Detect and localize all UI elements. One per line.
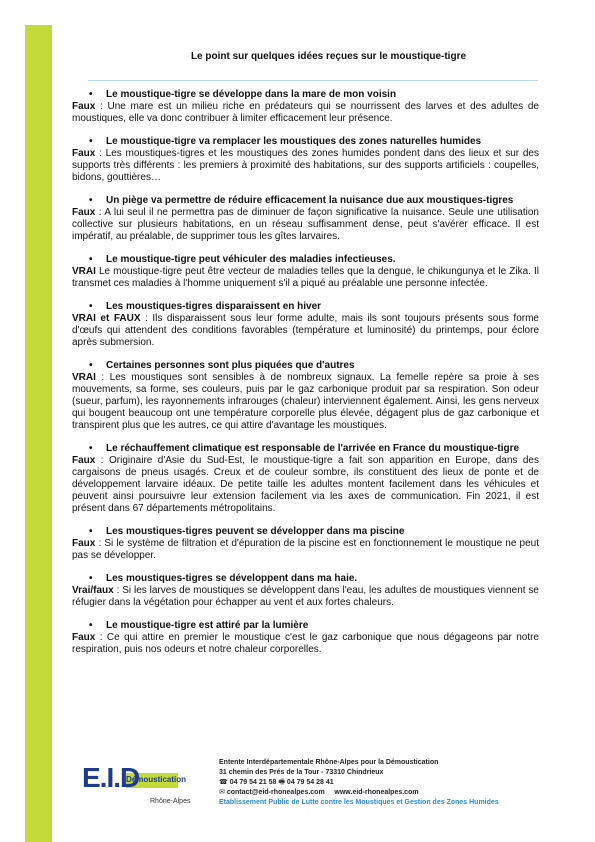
myth-item <box>72 89 539 125</box>
bullet-icon: • <box>89 526 93 537</box>
answer-text: Le moustique-tigre peut être vecteur de maladies telles que la dengue, le chikungunya et le Zika. Il transmet ces maladies à l'homme uniquement s'il a piqué au préalable une personne infectée. <box>72 266 539 289</box>
myth-heading <box>72 360 539 372</box>
verdict-label: Faux <box>72 455 96 466</box>
myth-heading-text: Le moustique-tigre va remplacer les moustiques des zones naturelles humides <box>106 136 482 147</box>
myth-heading <box>72 136 539 148</box>
logo-text: E.I.D <box>82 762 140 793</box>
myth-answer <box>72 266 539 290</box>
myth-answer <box>72 632 539 656</box>
fax-icon: 🖷 <box>278 779 285 786</box>
verdict-label: Faux <box>72 632 96 643</box>
myth-answer <box>72 538 539 562</box>
myth-item <box>72 195 539 243</box>
answer-text: : Originaire d'Asie du Sud-Est, le moustique-tigre a fait son apparition en Europe, dans des cargaisons de pneus usagés. Creux et de couleur sombre, ils constituent des lieux de ponte et de développement larvaire idéaux. De petite taille les adultes montent facilement dans les véhicules et peuvent ainsi poursuivre leur extension facilement via les axes de communication. Fin 2021, il est présent dans 67 départements métropolitains. <box>72 455 539 514</box>
logo-region: Rhône-Alpes <box>150 798 191 805</box>
page-title: Le point sur quelques idées reçues sur le moustique-tigre <box>190 51 467 62</box>
answer-text: : Les moustiques sont sensibles à de nombreux signaux. La femelle repère sa proie à ses mouvements, sa forme, ses couleurs, puis par le gaz carbonique produit par sa respiration. Son odeur (sueur, parfum), les rayonnements infrarouges (chaleur) interviennent également. Ainsi, les gens nerveux qui bougent beaucoup ont une température corporelle plus élevée, dégagent plus de gaz carbonique et transpirent plus que les autres, ce qui attire d'avantage les moustiques. <box>72 372 539 431</box>
myth-answer <box>72 101 539 125</box>
answer-text: : Si le système de filtration et d'épuration de la piscine est en fonctionnement le moustique ne peut pas se développer. <box>72 538 539 561</box>
bullet-icon: • <box>89 360 93 371</box>
phone-number: 04 79 54 21 58 <box>229 779 277 786</box>
myth-heading <box>72 573 539 585</box>
myth-item <box>72 254 539 290</box>
email-link[interactable]: contact@eid-rhonealpes.com <box>226 789 325 796</box>
myth-heading-text: Un piège va permettre de réduire efficacement la nuisance due aux moustiques-tigres <box>106 195 514 206</box>
bullet-icon: • <box>89 89 93 100</box>
website-link[interactable]: www.eid-rhonealpes.com <box>334 789 419 796</box>
email-icon: ✉ <box>219 789 225 796</box>
bullet-icon: • <box>89 195 93 206</box>
myth-answer <box>72 148 539 184</box>
myth-heading <box>72 89 539 101</box>
tagline: Etablissement Public de Lutte contre les Moustiques et Gestion des Zones Humides <box>219 799 499 806</box>
myth-item <box>72 620 539 656</box>
bullet-icon: • <box>89 254 93 265</box>
verdict-label: Faux <box>72 207 96 218</box>
myth-item <box>72 526 539 562</box>
verdict-label: Faux <box>72 101 96 112</box>
phone-icon: ☎ <box>219 779 228 786</box>
myth-heading <box>72 526 539 538</box>
green-sidebar-band <box>25 25 52 842</box>
verdict-label: VRAI <box>72 372 96 383</box>
answer-text: : Si les larves de moustiques se développent dans l'eau, les adultes de moustiques viennent se réfugier dans la végétation pour échapper au vent et aux fortes chaleurs. <box>72 585 539 608</box>
answer-text: : Une mare est un milieu riche en prédateurs qui se nourrissent des larves et des adultes de moustiques, elle va donc contribuer à limiter efficacement leur présence. <box>72 101 539 124</box>
myth-heading <box>72 301 539 313</box>
phone-line <box>219 778 559 788</box>
myth-heading-text: Le moustique-tigre peut véhiculer des maladies infectieuses. <box>106 254 396 265</box>
contact-line <box>219 788 559 798</box>
myth-heading <box>72 254 539 266</box>
bullet-icon: • <box>89 443 93 454</box>
myths-list <box>72 89 539 667</box>
myth-item <box>72 360 539 432</box>
verdict-label: Vrai/faux <box>72 585 114 596</box>
title-divider <box>88 80 538 81</box>
bullet-icon: • <box>89 301 93 312</box>
answer-text: : Ils disparaissent sous leur forme adulte, mais ils sont toujours présents sous forme d'œufs qui attendent des conditions favorables (température et luminosité) du printemps, pour éclore après submersion. <box>72 313 539 348</box>
answer-text: : Ce qui attire en premier le moustique c'est le gaz carbonique que nous dégageons par notre respiration, puis nos odeurs et notre chaleur corporelles. <box>72 632 539 655</box>
org-name: Entente Interdépartementale Rhône-Alpes pour la Démoustication <box>219 759 439 766</box>
verdict-label: VRAI et FAUX <box>72 313 141 324</box>
eid-logo <box>78 758 202 812</box>
bullet-icon: • <box>89 573 93 584</box>
myth-heading <box>72 443 539 455</box>
address: 31 chemin des Prés de la Tour - 73310 Chindrieux <box>219 769 384 776</box>
myth-item <box>72 136 539 184</box>
myth-answer <box>72 455 539 515</box>
myth-item <box>72 443 539 515</box>
verdict-label: VRAI <box>72 266 96 277</box>
myth-heading-text: Certaines personnes sont plus piquées que d'autres <box>106 360 355 371</box>
myth-heading-text: Le moustique-tigre se développe dans la mare de mon voisin <box>106 89 397 100</box>
bullet-icon: • <box>89 136 93 147</box>
myth-answer <box>72 207 539 243</box>
myth-heading-text: Les moustiques-tigres se développent dans ma haie. <box>106 573 358 584</box>
myth-heading-text: Les moustiques-tigres peuvent se développer dans ma piscine <box>106 526 405 537</box>
verdict-label: Faux <box>72 148 96 159</box>
myth-answer <box>72 585 539 609</box>
myth-item <box>72 301 539 349</box>
myth-answer <box>72 313 539 349</box>
footer-contact <box>219 758 559 808</box>
myth-heading-text: Le moustique-tigre est attiré par la lumière <box>106 620 309 631</box>
fax-number: 04 79 54 28 41 <box>286 779 334 786</box>
myth-heading <box>72 195 539 207</box>
myth-heading <box>72 620 539 632</box>
answer-text: : Les moustiques-tigres et les moustiques des zones humides pondent dans des lieux et sur des supports très différents : les premiers à proximité des habitations, sur des supports artificiels : coupelles, bidons, gouttières… <box>72 148 539 183</box>
answer-text: : A lui seul il ne permettra pas de diminuer de façon significative la nuisance. Seule une utilisation collective sur plusieurs habitations, en un réseau suffisamment dense, peut s'avérer efficace. Il est impératif, au préalable, de supprimer tous les gîtes larvaires. <box>72 207 539 242</box>
myth-item <box>72 573 539 609</box>
bullet-icon: • <box>89 620 93 631</box>
myth-heading-text: Les moustiques-tigres disparaissent en hiver <box>106 301 322 312</box>
myth-answer <box>72 372 539 432</box>
verdict-label: Faux <box>72 538 96 549</box>
myth-heading-text: Le réchauffement climatique est responsable de l'arrivée en France du moustique-tigre <box>106 443 520 454</box>
logo-subtitle: Démoustication <box>126 775 187 784</box>
footer <box>78 758 558 828</box>
